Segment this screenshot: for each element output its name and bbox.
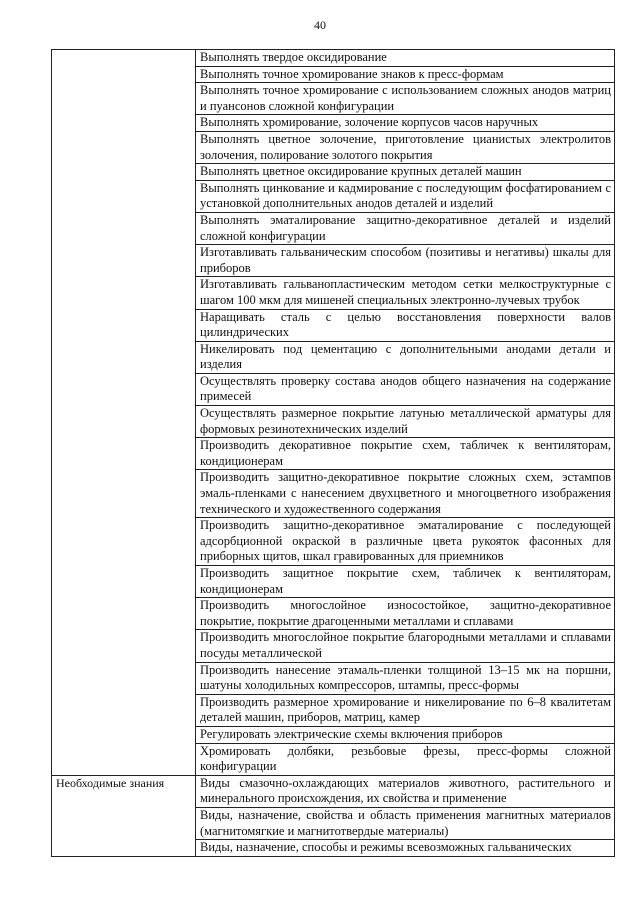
table-cell: Изготавливать гальваническим способом (позитивы и негативы) шкалы для приборов — [196, 245, 615, 277]
table-cell: Выполнять цинкование и кадмирование с последующим фосфатированием с установкой дополнительных анодов деталей и изделий — [196, 180, 615, 212]
table-cell: Выполнять точное хромирование знаков к пресс-формам — [196, 66, 615, 83]
table-cell: Наращивать сталь с целью восстановления поверхности валов цилиндрических — [196, 309, 615, 341]
table-cell: Производить защитно-декоративное эматалирование с последующей адсорбционной окраской в различные цвета рукояток фасонных для приборных щитов, шкал гравированных для приемников — [196, 518, 615, 566]
table-cell: Регулировать электрические схемы включения приборов — [196, 726, 615, 743]
table-cell: Хромировать долбяки, резьбовые фрезы, пресс-формы сложной конфигурации — [196, 743, 615, 775]
table-cell — [196, 840, 615, 857]
table-cell: Производить многослойное износостойкое, защитно-декоративное покрытие, покрытие драгоценными металлами и сплавами — [196, 598, 615, 630]
table-cell: Осуществлять размерное покрытие латунью металлической арматуры для формовых резинотехнических изделий — [196, 406, 615, 438]
table-cell: Выполнять точное хромирование с использованием сложных анодов матриц и пуансонов сложной конфигурации — [196, 83, 615, 115]
table-cell: Осуществлять проверку состава анодов общего назначения на содержание примесей — [196, 373, 615, 405]
page-number: 40 — [314, 18, 326, 32]
table-cell: Виды смазочно-охлаждающих материалов животного, растительного и минерального происхождения, их свойства и применение — [196, 775, 615, 807]
table-cell: Производить декоративное покрытие схем, табличек к вентиляторам, кондиционерам — [196, 438, 615, 470]
table-cell: Производить нанесение этамаль-пленки толщиной 13–15 мк на поршни, шатуны холодильных компрессоров, штампы, пресс-формы — [196, 662, 615, 694]
table-cell: Производить многослойное покрытие благородными металлами и сплавами посуды металлической — [196, 630, 615, 662]
table-cell: Выполнять цветное оксидирование крупных деталей машин — [196, 164, 615, 181]
skills-knowledge-table — [51, 49, 615, 857]
section-label-blank — [52, 50, 196, 776]
table-cell: Производить защитно-декоративное покрытие сложных схем, эстампов эмаль-пленками с нанесением двухцветного и многоцветного изображения технического и художественного содержания — [196, 470, 615, 518]
section-label-knowledge: Необходимые знания — [52, 775, 196, 856]
table-cell: Производить размерное хромирование и никелирование по 6–8 квалитетам деталей машин, приборов, матриц, камер — [196, 694, 615, 726]
table-cell: Выполнять цветное золочение, приготовление цианистых электролитов золочения, полирование золотого покрытия — [196, 131, 615, 163]
table-cell: Никелировать под цементацию с дополнительными анодами детали и изделия — [196, 341, 615, 373]
table-cell: Изготавливать гальванопластическим методом сетки мелкоструктурные с шагом 100 мкм для мишеней специальных электронно-лучевых трубок — [196, 277, 615, 309]
table-cell: Выполнять хромирование, золочение корпусов часов наручных — [196, 115, 615, 132]
table-cell: Производить защитное покрытие схем, табличек к вентиляторам, кондиционерам — [196, 566, 615, 598]
table-cell: Виды, назначение, свойства и область применения магнитных материалов (магнитомягкие и магнитотвердые материалы) — [196, 807, 615, 839]
table-cell-text: Виды, назначение, способы и режимы всевозможных гальванических — [200, 840, 572, 855]
table-cell: Выполнять твердое оксидирование — [196, 50, 615, 67]
table-row — [52, 50, 615, 67]
table-cell: Выполнять эматалирование защитно-декоративное деталей и изделий сложной конфигурации — [196, 212, 615, 244]
table-row — [52, 775, 615, 807]
